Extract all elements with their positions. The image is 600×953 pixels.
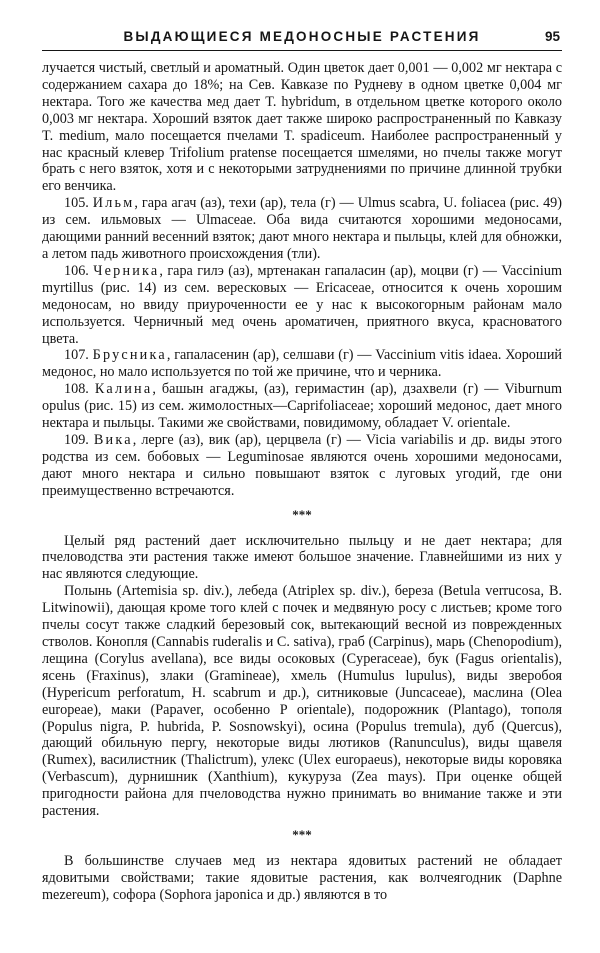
entry-106 (42, 263, 562, 348)
entry-text: , башын агаджы, (аз), геримастин (ар), дзахвели (г) — Viburnum opulus (рис. 15) из сем. жимолостных—Caprifoliaceae; хороший медонос, дает много нектара и пыльцы. Такими же свойствами, повидимому, обладает V. orientale. (42, 381, 562, 432)
paragraph-pollen-list: Полынь (Artemisia sp. div.), лебеда (Atriplex sp. div.), береза (Betula verrucosa, B. Litwinowii), дающая кроме того клей с почек и медвяную росу с листьев; кроме того пчелы сосут также сладкий березовый сок, вытекающий весной из поврежденных стволов. Конопля (Cannabis ruderalis и C. sativa), граб (Carpinus), марь (Chenopodium), лещина (Corylus avellana), все виды осоковых (Cyperaceae), бук (Fagus orientalis), ясень (Fraxinus), злаки (Gramineae), хмель (Humulus lupulus), виды зверобоя (Hypericum perforatum, H. scabrum и др.), ситниковые (Juncaceae), маслина (Olea europeae), маки (Papaver, особенно P orientale), подорожник (Plantago), тополя (Populus nigra, P. hubrida, P. Sosnowskyi), осина (Populus tremula), дуб (Quercus), дающий обильную пергу, некоторые виды лютиков (Ranunculus), виды щавеля (Rumex), василистник (Thalictrum), улекс (Ulex europaeus), некоторые виды коровяка (Verbascum), дурнишник (Xanthium), кукуруза (Zea mays). При оценке общей пригодности района для пчеловодства нужно принимать во внимание также и эти растения. (42, 583, 562, 820)
entry-text: , лерге (аз), вик (ар), церцвела (г) — Vicia variabilis и др. виды этого родства из сем. бобовых — Leguminosae являются очень хорошими медоносами, дают много нектара и сильно повышают взяток с луговых угодий, где они преимущественно встречаются. (42, 431, 563, 499)
entry-number: 109. (64, 431, 89, 448)
section-separator-2: *** (292, 826, 312, 842)
entry-108 (42, 381, 562, 432)
running-header (42, 26, 562, 51)
entry-number: 107. (64, 347, 89, 364)
entry-107 (42, 347, 562, 381)
entry-name: Брусника (92, 347, 167, 364)
page-number: 95 (544, 29, 560, 44)
entry-109 (42, 432, 562, 500)
running-title: ВЫДАЮЩИЕСЯ МЕДОНОСНЫЕ РАСТЕНИЯ (123, 29, 481, 44)
entry-number: 106. (64, 262, 89, 279)
entry-number: 108. (64, 381, 89, 398)
entry-name: Черника (93, 262, 160, 279)
section-separator: *** (292, 506, 312, 522)
paragraph-continuation: лучается чистый, светлый и ароматный. Один цветок дает 0,001 — 0,002 мг нектара с содержанием сахара до 18%; на Сев. Кавказе по Рудневу в одном цветке 0,004 мг нектара. Того же качества мед дает T. hybridum, в отдельном цветке которого около 0,003 мг нектара. Хороший взяток дает также широко распространенный по Кавказу T. medium, мало посещается пчелами T. spadiceum. Наиболее распространенный у нас красный клевер Trifolium pratense посещается шмелями, но пчелы также могут брать с него взяток, хотя и с некоторыми затруднениями по причине длинной трубки его венчика. (42, 60, 562, 195)
paragraph-poisonous: В большинстве случаев мед из нектара ядовитых растений не обладает ядовитыми свойствами; такие ядовитые растения, как волчеягодник (Daphne mezereum), софора (Sophora japonica и др.) являются в то (42, 852, 562, 903)
entry-number: 105. (64, 195, 89, 212)
entry-name: Ильм (92, 195, 135, 212)
entry-105 (42, 195, 562, 263)
paragraph-pollen-intro: Целый ряд растений дает исключительно пыльцу и не дает нектара; для пчеловодства эти растения также имеют большое значение. Главнейшими из них у нас являются следующие. (42, 532, 562, 583)
entry-text: , гара гилэ (аз), мртенакан гапаласин (ар), моцви (г) — Vaccinium myrtillus (рис. 14) из сем. вересковых — Ericaceae, относится к очень хорошим медоносам, но ввиду приуроченности ее у нас к высокогорным районам мало используется. Черничный мед очень ароматичен, приятного вкуса, красноватого цвета. (42, 262, 562, 347)
entry-text: , гапаласенин (ар), селшави (г) — Vaccinium vitis idaea. Хороший медонос, но мало используется по той же причине, что и черника. (42, 347, 563, 381)
entry-name: Калина (94, 381, 153, 398)
page-body (42, 60, 562, 904)
entry-text: , гара агач (аз), техи (ар), тела (г) — Ulmus scabra, U. foliacea (рис. 49) из сем. ильмовых — Ulmaceae. Оба вида считаются хорошими медоносами, дающими ранний весенний взяток; дают много нектара и пыльцы, клей для обножки, а летом падь животного происхождения (тли). (42, 195, 562, 262)
entry-name: Вика (93, 431, 133, 448)
